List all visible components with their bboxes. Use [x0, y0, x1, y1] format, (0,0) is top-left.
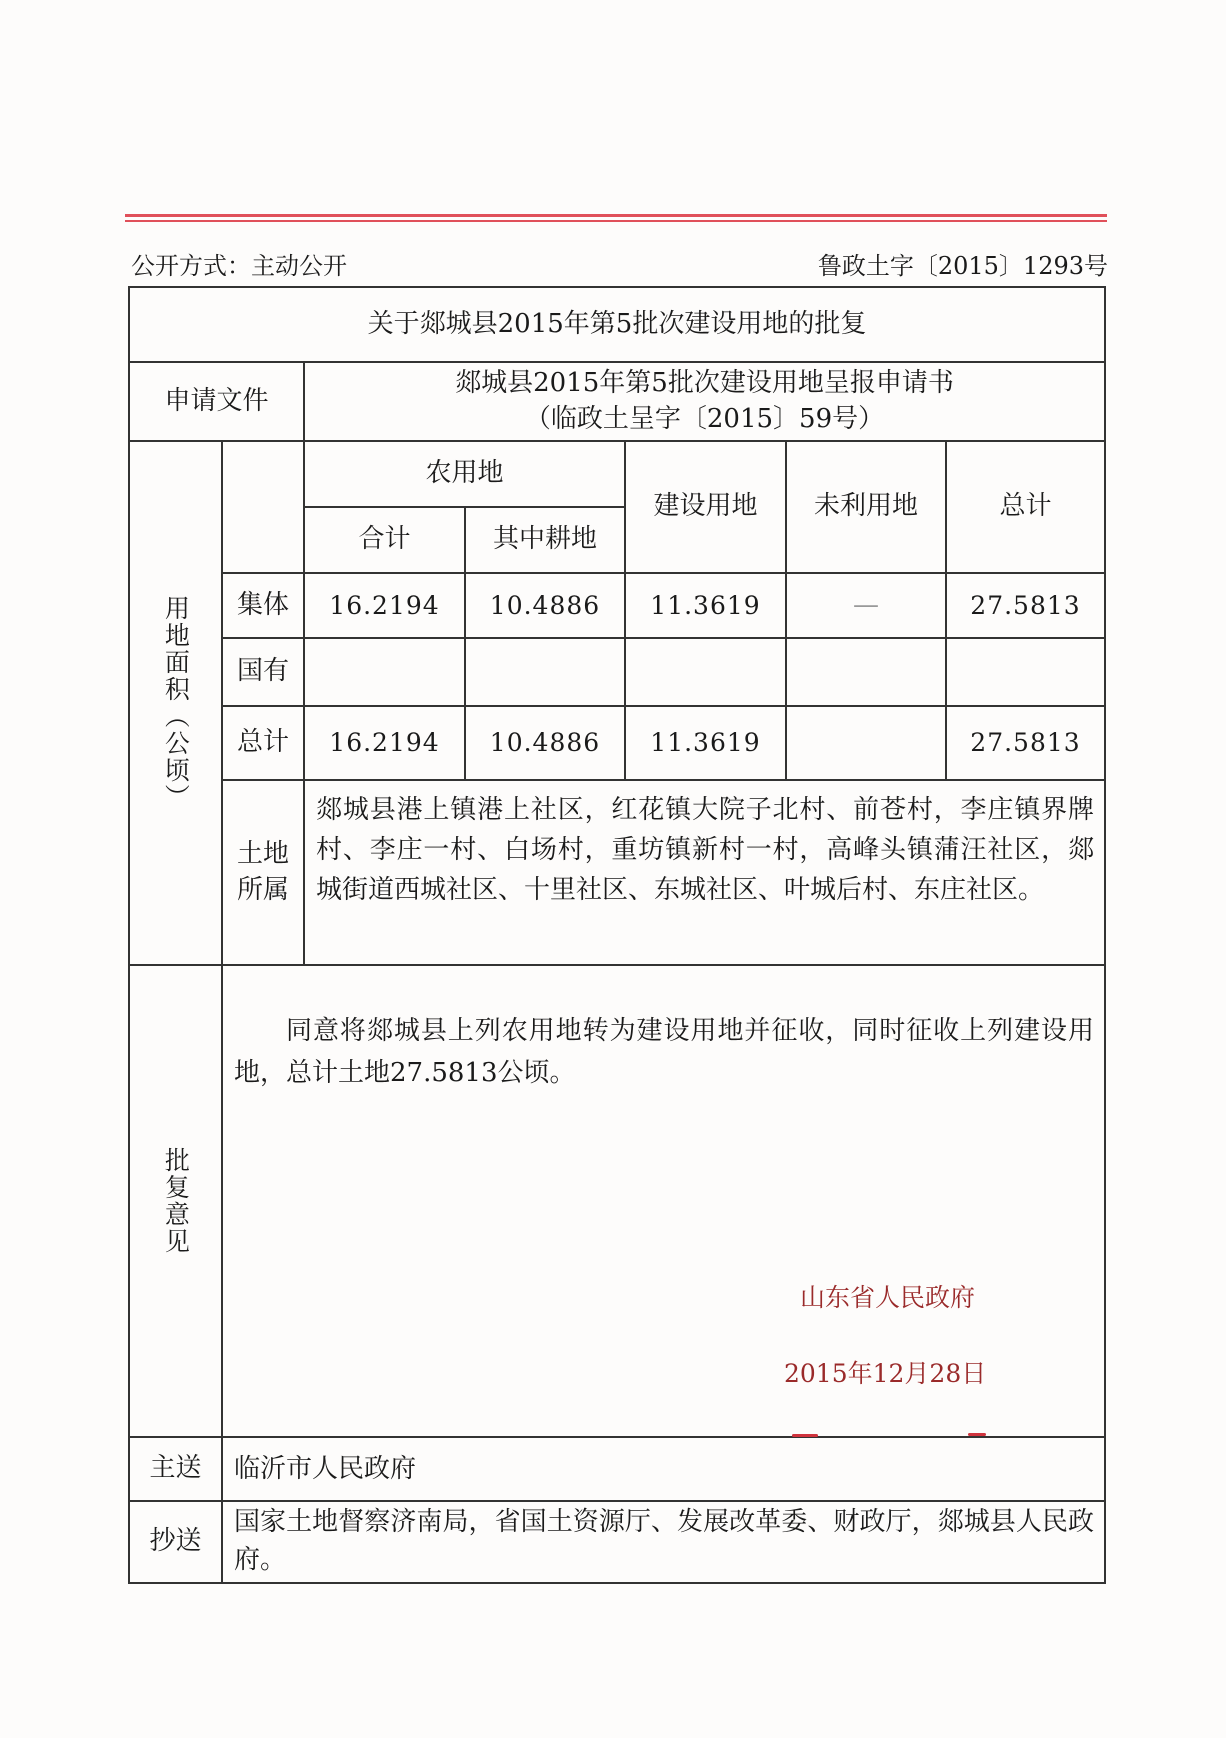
cell-subtotal: 16.2194 — [329, 728, 440, 758]
cell-construction: 11.3619 — [650, 590, 761, 620]
issue-date: 2015年12月28日 — [784, 1359, 987, 1388]
application-document — [305, 363, 1104, 440]
disclosure-method: 公开方式：主动公开 — [131, 252, 347, 280]
approval-label: 批复意见 — [161, 1147, 191, 1255]
main-recipient-label: 主送 — [149, 1453, 202, 1484]
issuer: 山东省人民政府 — [800, 1283, 976, 1312]
seal-mark — [792, 1434, 818, 1437]
approval-text: 同意将郯城县上列农用地转为建设用地并征收，同时征收上列建设用地，总计土地27.5813公顷。 — [234, 1016, 1094, 1088]
main-recipient-value: 临沂市人民政府 — [234, 1454, 417, 1484]
cell-subtotal: 16.2194 — [329, 590, 440, 620]
cc-value: 国家土地督察济南局，省国土资源厅、发展改革委、财政厅，郯城县人民政府。 — [234, 1507, 1094, 1575]
application-label: 申请文件 — [164, 385, 269, 416]
cell-cultivated: 10.4886 — [489, 590, 601, 620]
cell-total: 27.5813 — [970, 728, 1081, 758]
header-unused: 未利用地 — [813, 491, 918, 522]
red-header-line-thin — [125, 220, 1107, 222]
row-label-total: 总计 — [236, 727, 289, 758]
header-total: 总计 — [999, 491, 1052, 522]
document-number: 鲁政土字〔2015〕1293号 — [817, 252, 1108, 280]
ownership-text: 郯城县港上镇港上社区，红花镇大院子北村、前苍村，李庄镇界牌村、李庄一村、白场村，重坊镇新村一村，高峰头镇蒲汪社区，郯城街道西城社区、十里社区、东城社区、叶城后村、东庄社区。 — [316, 795, 1094, 905]
header-subtotal: 合计 — [358, 524, 411, 555]
ownership-label: 土地 所属 — [236, 839, 289, 905]
row-label-collective: 集体 — [236, 589, 289, 620]
application-line-2: （临政土呈字〔2015〕59号） — [524, 403, 885, 434]
area-section-label: 用地面积（公顷） — [161, 595, 191, 811]
red-header-line — [125, 214, 1107, 217]
header-cultivated: 其中耕地 — [492, 524, 597, 555]
seal-mark — [968, 1433, 986, 1436]
application-line-1: 郯城县2015年第5批次建设用地呈报申请书 — [455, 368, 954, 399]
cc-label: 抄送 — [149, 1526, 202, 1557]
cell-total: 27.5813 — [970, 590, 1081, 620]
cell-cultivated: 10.4886 — [489, 728, 601, 758]
header-farmland: 农用地 — [425, 458, 504, 489]
cell-construction: 11.3619 — [650, 728, 761, 758]
cell-unused: — — [853, 589, 879, 620]
header-construction: 建设用地 — [653, 491, 758, 522]
row-label-state: 国有 — [236, 656, 289, 687]
document-title: 关于郯城县2015年第5批次建设用地的批复 — [367, 308, 867, 339]
